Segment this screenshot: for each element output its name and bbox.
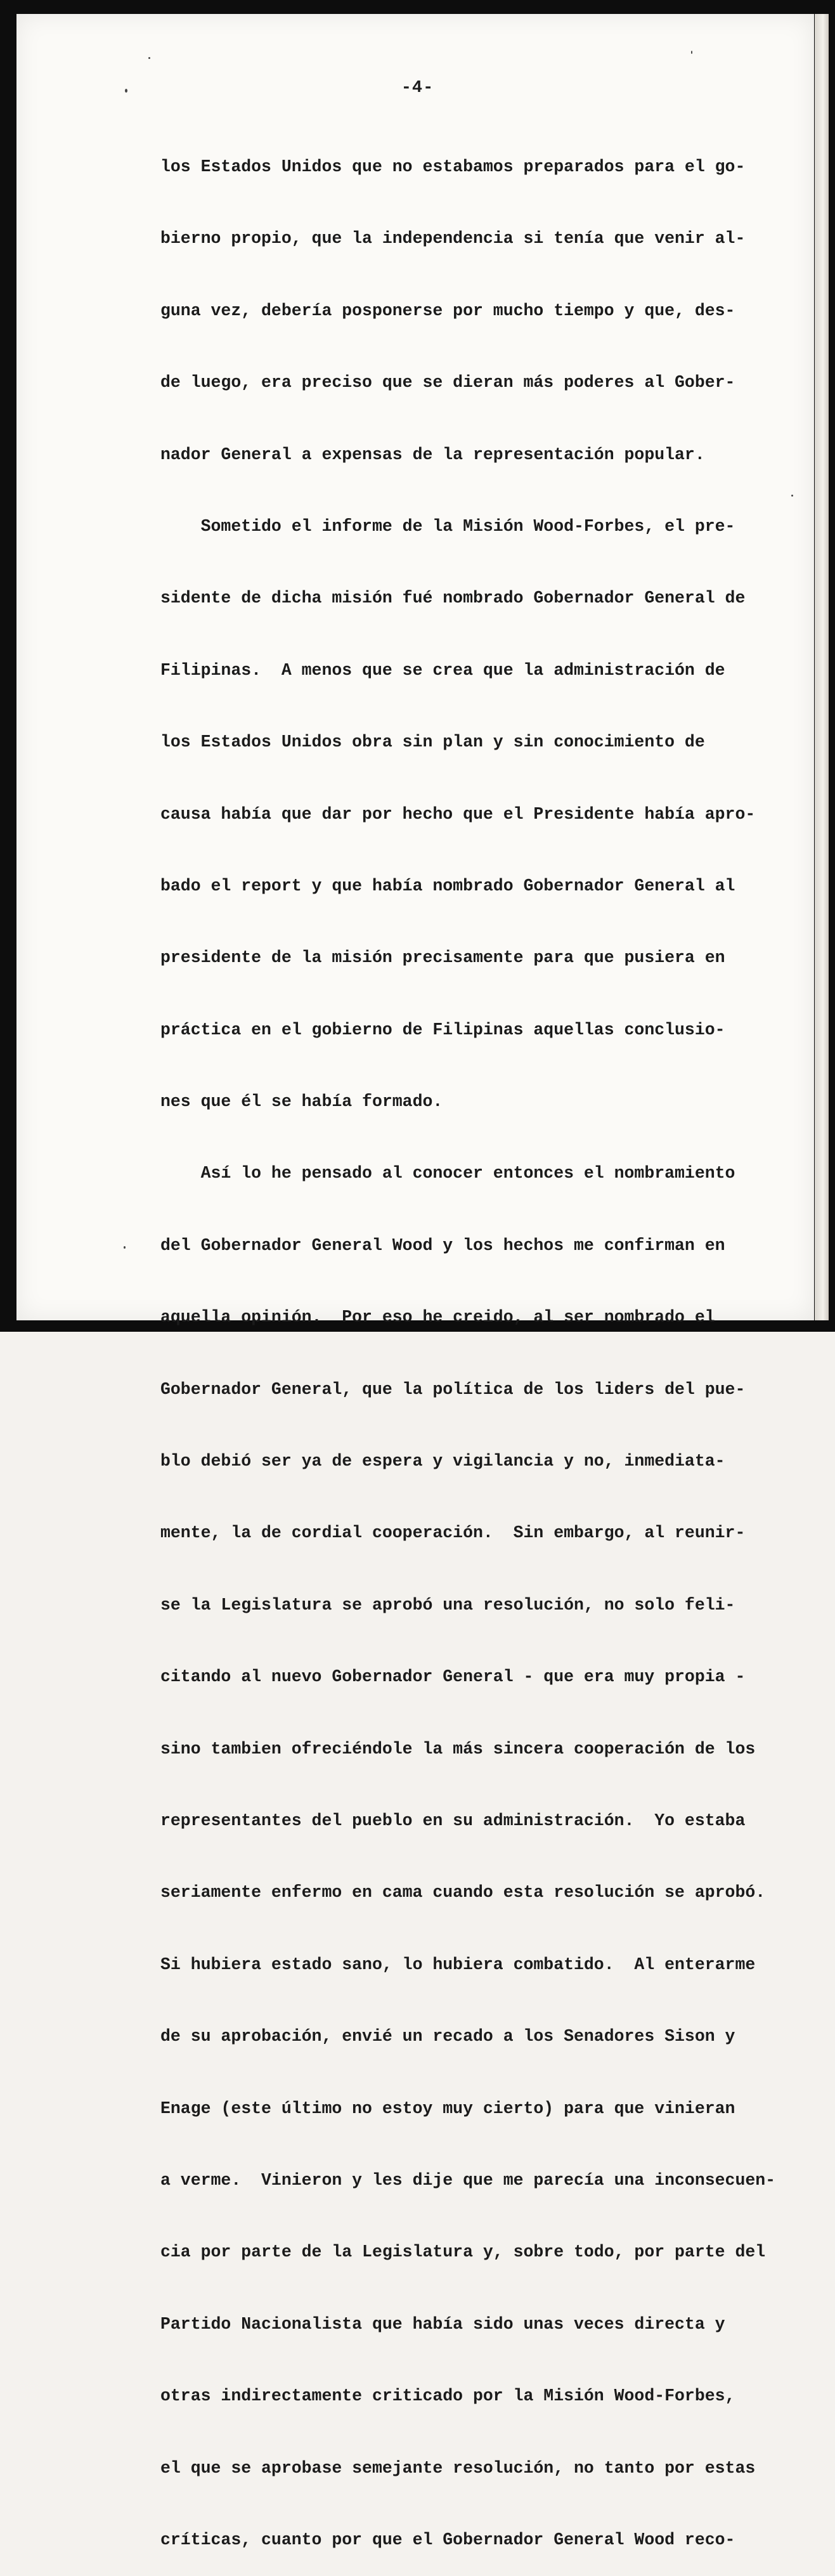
text-line: bado el report y que había nombrado Gobernador General al	[160, 876, 735, 895]
text-line: de luego, era preciso que se dieran más poderes al Gober-	[160, 373, 735, 393]
text-line: del Gobernador General Wood y los hechos me confirman en	[160, 1235, 725, 1255]
page-edge	[815, 14, 829, 1320]
text-line: a verme. Vinieron y les dije que me parecía una inconsecuen-	[160, 2170, 776, 2190]
text-line: mente, la de cordial cooperación. Sin embargo, al reunir-	[160, 1523, 746, 1543]
text-line: el que se aprobase semejante resolución, no tanto por estas	[160, 2458, 756, 2478]
text-line: otras indirectamente criticado por la Misión Wood-Forbes,	[160, 2386, 735, 2406]
text-line: práctica en el gobierno de Filipinas aquellas conclusio-	[160, 1020, 725, 1039]
text-line: sidente de dicha misión fué nombrado Gobernador General de	[160, 589, 746, 608]
scan-speck	[148, 57, 150, 59]
text-line: nador General a expensas de la representación popular.	[160, 445, 705, 464]
text-line: Así lo he pensado al conocer entonces el nombramiento	[160, 1164, 735, 1183]
text-line: Sometido el informe de la Misión Wood-Forbes, el pre-	[160, 516, 735, 536]
text-line: citando al nuevo Gobernador General - que era muy propia -	[160, 1667, 746, 1687]
text-line: los Estados Unidos que no estabamos preparados para el go-	[160, 157, 746, 176]
text-line: Gobernador General, que la política de los liders del pue-	[160, 1379, 746, 1399]
scan-speck	[691, 51, 692, 54]
scan-speck	[791, 495, 793, 497]
text-line: aquella opinión. Por eso he creido, al ser nombrado el	[160, 1308, 715, 1327]
text-line: causa había que dar por hecho que el Presidente había apro-	[160, 804, 756, 824]
text-line: guna vez, debería posponerse por mucho tiempo y que, des-	[160, 301, 735, 320]
text-line: cia por parte de la Legislatura y, sobre todo, por parte del	[160, 2242, 766, 2262]
text-line: Partido Nacionalista que había sido unas veces directa y	[160, 2314, 725, 2334]
text-line: Filipinas. A menos que se crea que la administración de	[160, 660, 725, 680]
text-line: bierno propio, que la independencia si tenía que venir al-	[160, 229, 746, 249]
text-line: Enage (este último no estoy muy cierto) para que vinieran	[160, 2098, 735, 2118]
text-line: sino tambien ofreciéndole la más sincera cooperación de los	[160, 1739, 756, 1759]
text-line: blo debió ser ya de espera y vigilancia y no, inmediata-	[160, 1452, 725, 1471]
text-line: seriamente enfermo en cama cuando esta resolución se aprobó.	[160, 1883, 766, 1903]
text-line: Si hubiera estado sano, lo hubiera combatido. Al enterarme	[160, 1955, 756, 1974]
text-line: presidente de la misión precisamente para que pusiera en	[160, 948, 725, 968]
text-line: representantes del pueblo en su administración. Yo estaba	[160, 1811, 746, 1830]
body-text	[160, 112, 776, 2576]
text-line: críticas, cuanto por que el Gobernador General Wood reco-	[160, 2530, 735, 2549]
scan-speck	[124, 1246, 126, 1249]
text-line: de su aprobación, envié un recado a los Senadores Sison y	[160, 2027, 735, 2046]
page-number: -4-	[401, 79, 434, 98]
text-line: los Estados Unidos obra sin plan y sin conocimiento de	[160, 732, 705, 752]
text-line: se la Legislatura se aprobó una resolución, no solo feli-	[160, 1595, 735, 1615]
text-line: nes que él se había formado.	[160, 1092, 443, 1112]
